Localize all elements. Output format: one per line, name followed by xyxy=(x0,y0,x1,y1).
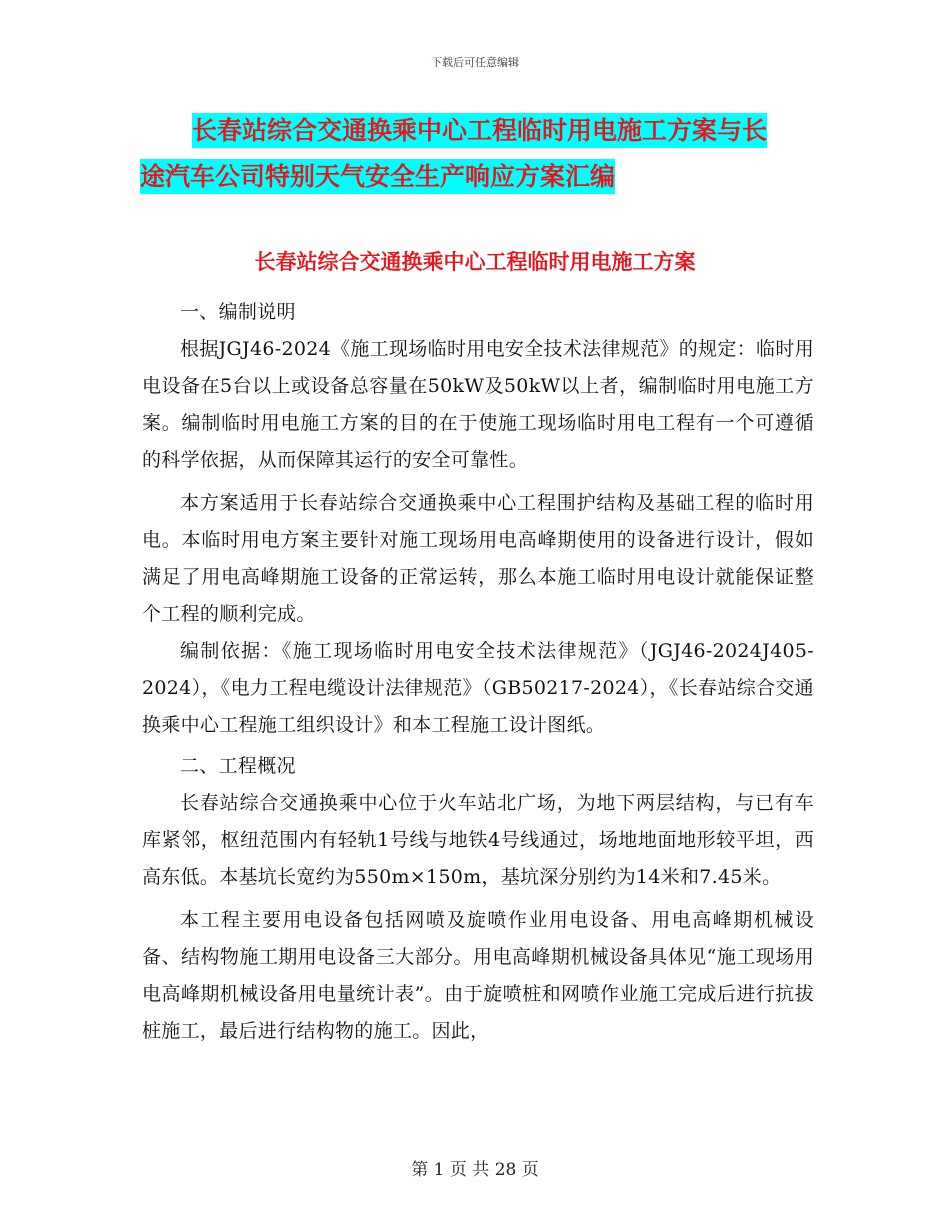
paragraph-3: 编制依据：《施工现场临时用电安全技术法律规范》（JGJ46-2024J405-2024），《电力工程电缆设计法律规范》（GB50217-2024），《长春站综合交通换乘中心工程施工组织设计》和本工程施工设计图纸。 xyxy=(142,640,814,736)
paragraph-1: 根据JGJ46-2024《施工现场临时用电安全技术法律规范》的规定：临时用电设备在5台以上或设备总容量在50kW及50kW以上者，编制临时用电施工方案。编制临时用电施工方案的目的在于使施工现场临时用电工程有一个可遵循的科学依据，从而保障其运行的安全可靠性。 xyxy=(142,338,814,471)
heading-compilation-notes: 一、编制说明 xyxy=(180,301,296,323)
header-note: 下载后可任意编辑 xyxy=(431,56,519,69)
title-line-1: 长春站综合交通换乘中心工程临时用电施工方案与长 xyxy=(192,113,767,148)
body-content xyxy=(142,294,814,1050)
paragraph-4: 长春站综合交通换乘中心位于火车站北广场，为地下两层结构，与已有车库紧邻，枢纽范围内有轻轨1号线与地铁4号线通过，场地地面地形较平坦，西高东低。本基坑长宽约为550m×150m，基坑深分别约为14米和7.45米。 xyxy=(142,792,814,888)
section-title: 长春站综合交通换乘中心工程临时用电施工方案 xyxy=(254,250,696,274)
page-number: 第 1 页 共 28 页 xyxy=(411,1160,539,1180)
heading-project-overview: 二、工程概况 xyxy=(180,755,296,777)
paragraph-2: 本方案适用于长春站综合交通换乘中心工程围护结构及基础工程的临时用电。本临时用电方案主要针对施工现场用电高峰期使用的设备进行设计，假如满足了用电高峰期施工设备的正常运转，那么本施工临时用电设计就能保证整个工程的顺利完成。 xyxy=(142,492,814,625)
title-line-2: 途汽车公司特别天气安全生产响应方案汇编 xyxy=(140,159,615,194)
paragraph-5: 本工程主要用电设备包括网喷及旋喷作业用电设备、用电高峰期机械设备、结构物施工期用电设备三大部分。用电高峰期机械设备具体见“施工现场用电高峰期机械设备用电量统计表”。由于旋喷桩和网喷作业施工完成后进行抗拔桩施工，最后进行结构物的施工。因此， xyxy=(142,909,814,1042)
document-title xyxy=(140,108,820,200)
